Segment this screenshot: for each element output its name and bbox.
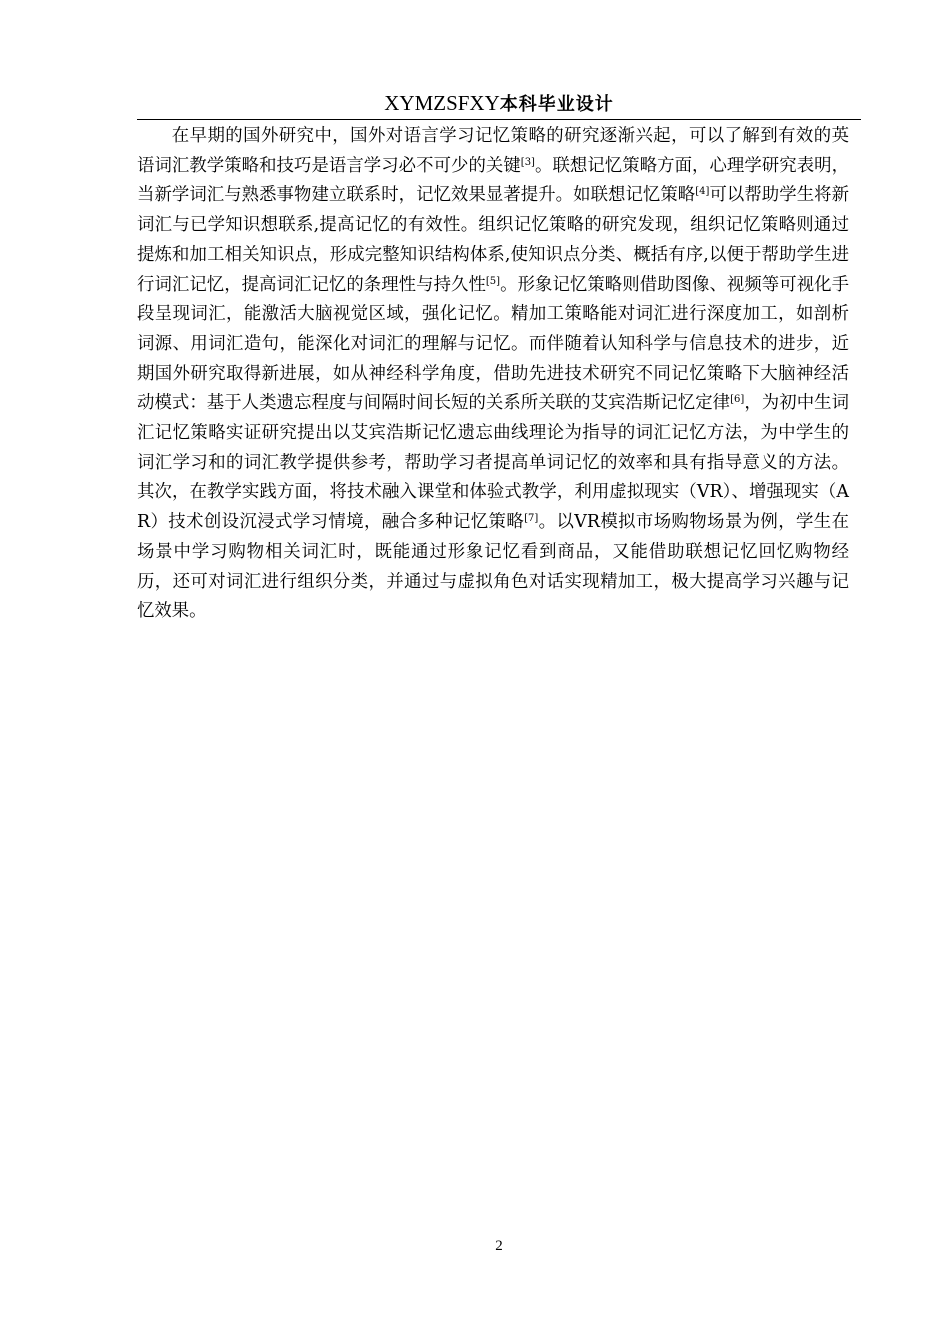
header-rule xyxy=(137,119,861,120)
citation-6: [6] xyxy=(730,394,745,406)
page-number: 2 xyxy=(495,1238,503,1254)
citation-4: [4] xyxy=(695,186,710,198)
header-latin-text: XYMZSFXY xyxy=(384,91,500,115)
sentence-4: 。形象记忆策略则借助图像、视频等可视化手段呈现词汇，能激活大脑视觉区域，强化记忆。精加工策略能对词汇进行深度加工，如剖析词源、用词汇造句，能深化对词汇的理解与记忆。而伴随着认知科学与信息技术的进步，近期国外研究取得新进展，如从神经科学角度，借助先进技术研究不同记忆策略下大脑神经活动模式：基于人类遗忘程度与间隔时间长短的关系所关联的艾宾浩斯记忆定律 xyxy=(137,274,849,414)
citation-5: [5] xyxy=(485,275,501,287)
sentence-6: 。以VR模拟市场购物场景为例，学生在场景中学习购物相关词汇时，既能通过形象记忆看到商品，又能借助联想记忆回忆购物经历，还可对词汇进行组织分类，并通过与虚拟角色对话实现精加工，极大提高学习兴趣与记忆效果。 xyxy=(137,512,849,622)
sentence-1: 在早期的国外研究中，国外对语言学习记忆策略的研究逐渐兴起，可以了解到有效的英语词汇教学策略和技巧是语言学习必不可少的关键 xyxy=(137,126,849,176)
citation-3: [3] xyxy=(520,156,535,168)
sentence-2: 。联想记忆策略方面，心理学研究表明，当新学词汇与熟悉事物建立联系时，记忆效果显著提升。如联想记忆策略 xyxy=(137,155,849,206)
body-paragraph xyxy=(137,122,849,627)
sentence-3: 可以帮助学生将新词汇与已学知识想联系,提高记忆的有效性。组织记忆策略的研究发现，组织记忆策略则通过提炼和加工相关知识点，形成完整知识结构体系,使知识点分类、概括有序,以便于帮助学生进行词汇记忆，提高词汇记忆的条理性与持久性 xyxy=(137,185,849,295)
sentence-5: ，为初中生词汇记忆策略实证研究提出以艾宾浩斯记忆遗忘曲线理论为指导的词汇记忆方法，为中学生的词汇学习和的词汇教学提供参考，帮助学习者提高单词记忆的效率和具有指导意义的方法。其次，在教学实践方面，将技术融入课堂和体验式教学，利用虚拟现实（VR）、增强现实（AR）技术创设沉浸式学习情境，融合多种记忆策略 xyxy=(137,393,849,533)
page-header xyxy=(137,88,861,118)
citation-7: [7] xyxy=(524,513,539,525)
header-title-text: 本科毕业设计 xyxy=(499,94,614,115)
